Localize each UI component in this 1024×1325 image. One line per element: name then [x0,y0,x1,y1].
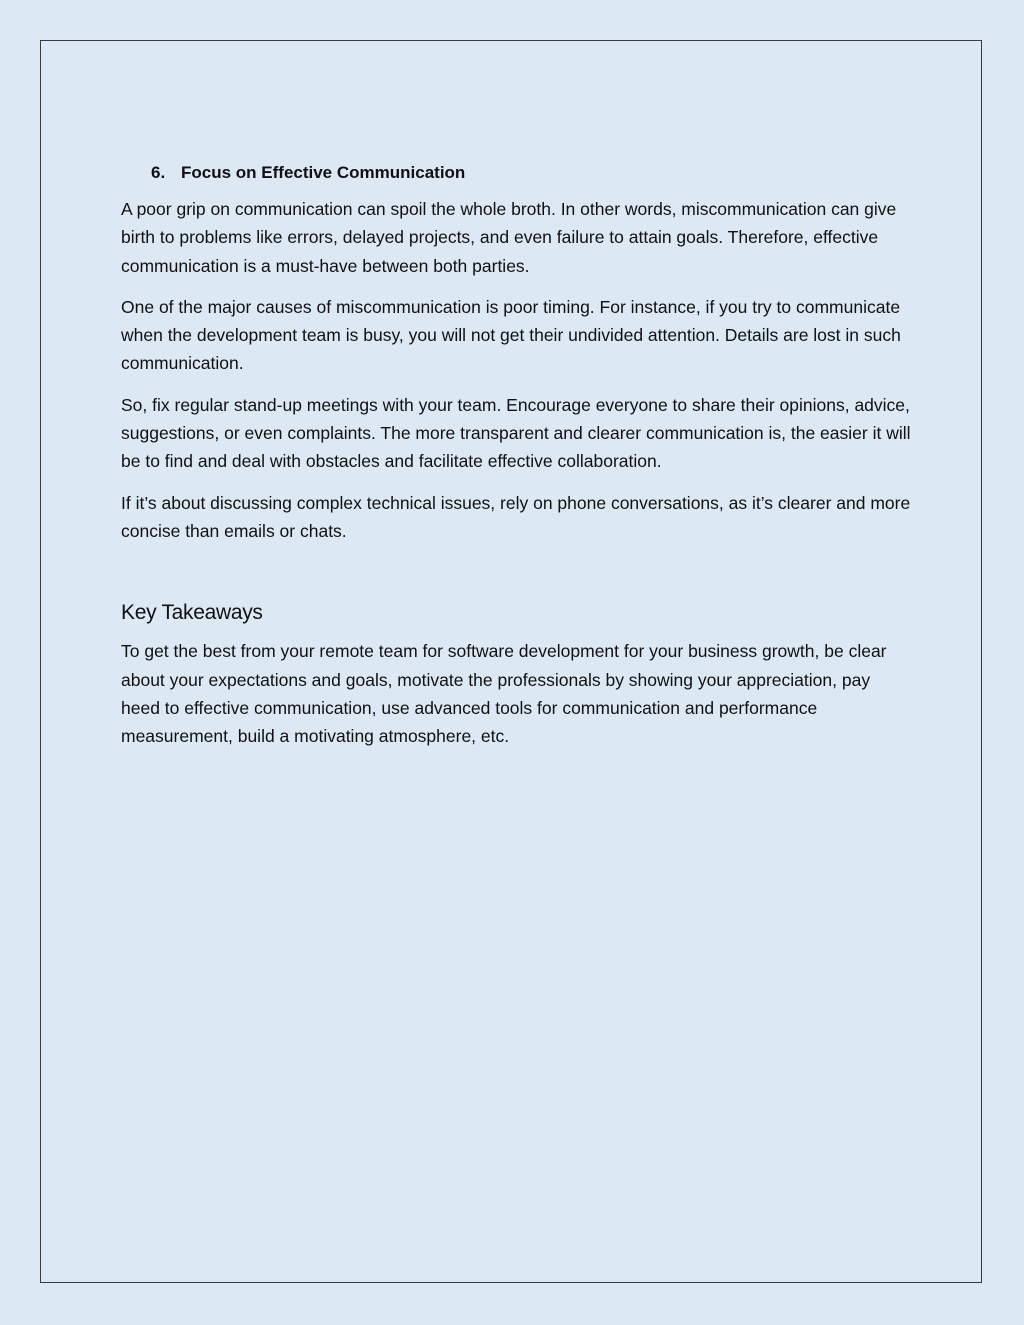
page-content [121,161,911,763]
paragraph-3: So, fix regular stand-up meetings with your team. Encourage everyone to share their opinions, advice, suggestions, or even complaints. The more transparent and clearer communication is, the easier it will be to find and deal with obstacles and facilitate effective collaboration. [121,394,911,472]
paragraph-2: One of the major causes of miscommunication is poor timing. For instance, if you try to communicate when the development team is busy, you will not get their undivided attention. Details are lost in such communication. [121,296,901,374]
takeaways-heading: Key Takeaways [121,601,263,625]
document-page [40,40,982,1283]
section-heading [151,161,911,185]
paragraph-4: If it’s about discussing complex technical issues, rely on phone conversations, as it’s clearer and more concise than emails or chats. [121,492,911,541]
section-title: Focus on Effective Communication [181,163,466,182]
section-number: 6. [151,163,166,182]
takeaways-paragraph: To get the best from your remote team for software development for your business growth, be clear about your expectations and goals, motivate the professionals by showing your appreciation, pay heed to effective communication, use advanced tools for communication and performance measurement, build a motivating atmosphere, etc. [121,641,887,747]
paragraph-1: A poor grip on communication can spoil the whole broth. In other words, miscommunication can give birth to problems like errors, delayed projects, and even failure to attain goals. Therefore, effective communication is a must-have between both parties. [121,199,897,276]
